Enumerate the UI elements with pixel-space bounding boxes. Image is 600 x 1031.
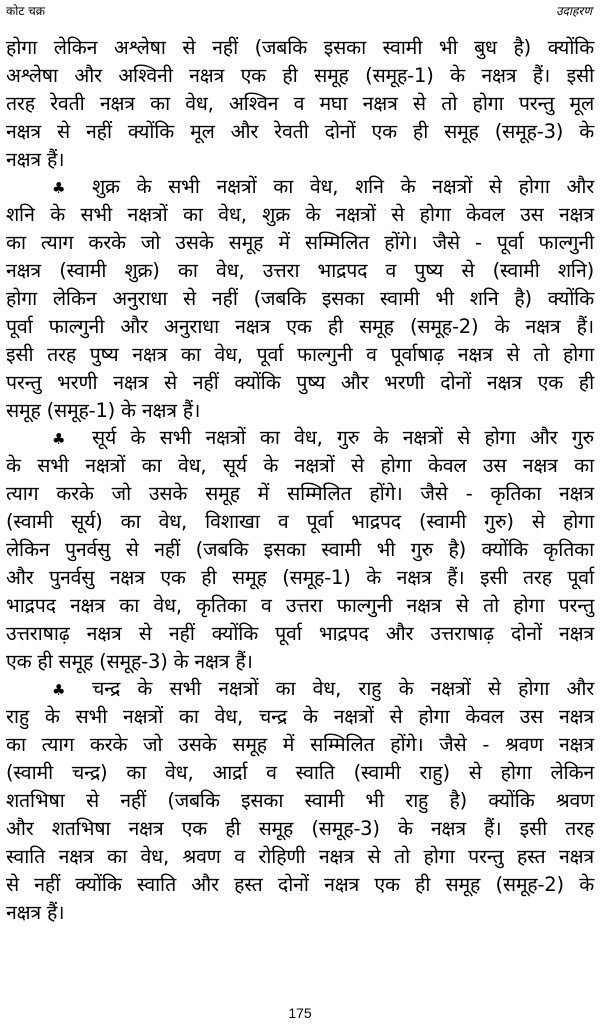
club-bullet-icon: ♣: [52, 430, 66, 449]
header-book-title: कोट चक्र: [6, 4, 46, 18]
text-line: का त्याग करके जो उसके समूह में सम्मिलित होंगे। जैसे - श्रवण नक्षत्र: [6, 733, 594, 757]
text-line: और शतभिषा नक्षत्र एक ही समूह (समूह-3) के नक्षत्र हैं। इसी तरह: [6, 816, 594, 840]
text-line: उत्तराषाढ़ नक्षत्र से नहीं क्योंकि पूर्वा भाद्रपद और उत्तराषाढ़ दोनों नक्षत्र: [6, 621, 594, 645]
text-line: अश्लेषा और अश्विनी नक्षत्र एक ही समूह (समूह-1) के नक्षत्र हैं। इसी: [6, 63, 594, 87]
text-line: नक्षत्र हैं।: [6, 147, 65, 171]
text-line: पूर्वा फाल्गुनी और अनुराधा नक्षत्र एक ही समूह (समूह-2) के नक्षत्र हैं।: [6, 314, 594, 338]
page-number: 175: [288, 1005, 312, 1021]
paragraph: [6, 424, 594, 675]
text-line: होगा लेकिन अश्लेषा से नहीं (जबकि इसका स्वामी भी बुध है) क्योंकि: [6, 36, 594, 59]
club-bullet-icon: ♣: [52, 179, 66, 198]
text-line: (स्वामी चन्द्र) का वेध, आर्द्रा व स्वाति (स्वामी राहु) से होगा लेकिन: [6, 761, 594, 785]
text-line-content: शुक्र के सभी नक्षत्रों का वेध, शनि के नक्षत्रों से होगा और: [92, 175, 594, 199]
text-line-content: सूर्य के सभी नक्षत्रों का वेध, गुरु के नक्षत्रों से होगा और गुरु: [92, 426, 594, 450]
text-line: शनि के सभी नक्षत्रों का वेध, शुक्र के नक्षत्रों से होगा केवल उस नक्षत्र: [6, 203, 594, 227]
text-line: [6, 675, 594, 703]
text-line: नक्षत्र से नहीं क्योंकि मूल और रेवती दोनों एक ही समूह (समूह-3) के: [6, 119, 594, 143]
text-line: [6, 173, 594, 201]
paragraph: [6, 675, 594, 926]
text-line: (स्वामी सूर्य) का वेध, विशाखा व पूर्वा भाद्रपद (स्वामी गुरु) से होगा: [6, 510, 594, 534]
text-line: लेकिन पुनर्वसु से नहीं (जबकि इसका स्वामी भी गुरु है) क्योंकि कृतिका: [6, 538, 594, 562]
text-line: के सभी नक्षत्रों का वेध, सूर्य के नक्षत्रों से होगा केवल उस नक्षत्र का: [6, 454, 594, 478]
text-line: एक ही समूह (समूह-3) के नक्षत्र हैं।: [6, 649, 253, 673]
text-line: राहु के सभी नक्षत्रों का वेध, चन्द्र के नक्षत्रों से होगा केवल उस नक्षत्र: [6, 705, 594, 729]
text-line: इसी तरह पुष्य नक्षत्र का वेध, पूर्वा फाल्गुनी व पूर्वाषाढ़ नक्षत्र से तो होगा: [6, 342, 594, 366]
text-line: त्याग करके जो उसके समूह में सम्मिलित होंगे। जैसे - कृतिका नक्षत्र: [6, 482, 594, 506]
text-line: शतभिषा से नहीं (जबकि इसका स्वामी भी राहु है) क्योंकि श्रवण: [6, 789, 594, 813]
page-body: [6, 34, 594, 927]
text-line: होगा लेकिन अनुराधा से नहीं (जबकि इसका स्वामी भी शनि है) क्योंकि: [6, 287, 594, 311]
text-line: नक्षत्र (स्वामी शुक्र) का वेध, उत्तरा भाद्रपद व पुष्य से (स्वामी शनि): [6, 259, 594, 283]
header-section-title: उदाहरण: [555, 4, 592, 18]
running-header: [6, 2, 592, 22]
paragraph: [6, 173, 594, 424]
text-line: [6, 424, 594, 452]
text-line: समूह (समूह-1) के नक्षत्र हैं।: [6, 398, 201, 422]
club-bullet-icon: ♣: [52, 681, 66, 700]
text-line: का त्याग करके जो उसके समूह में सम्मिलित होंगे। जैसे - पूर्वा फाल्गुनी: [6, 231, 594, 255]
text-line: और पुनर्वसु नक्षत्र एक ही समूह (समूह-1) के नक्षत्र हैं। इसी तरह पूर्वा: [6, 565, 594, 589]
text-line: परन्तु भरणी नक्षत्र से नहीं क्योंकि पुष्य और भरणी दोनों नक्षत्र एक ही: [6, 370, 594, 394]
text-line: नक्षत्र हैं।: [6, 900, 65, 924]
text-line: तरह रेवती नक्षत्र का वेध, अश्विन व मघा नक्षत्र से तो होगा परन्तु मूल: [6, 91, 594, 115]
text-line: स्वाति नक्षत्र का वेध, श्रवण व रोहिणी नक्षत्र से तो होगा परन्तु हस्त नक्षत्र: [6, 844, 594, 868]
text-line: भाद्रपद नक्षत्र का वेध, कृतिका व उत्तरा फाल्गुनी नक्षत्र से तो होगा परन्तु: [6, 593, 594, 617]
text-line: से नहीं क्योंकि स्वाति और हस्त दोनों नक्षत्र एक ही समूह (समूह-2) के: [6, 872, 594, 896]
paragraph: [6, 34, 594, 173]
text-line-content: चन्द्र के सभी नक्षत्रों का वेध, राहु के नक्षत्रों से होगा और: [92, 677, 594, 701]
